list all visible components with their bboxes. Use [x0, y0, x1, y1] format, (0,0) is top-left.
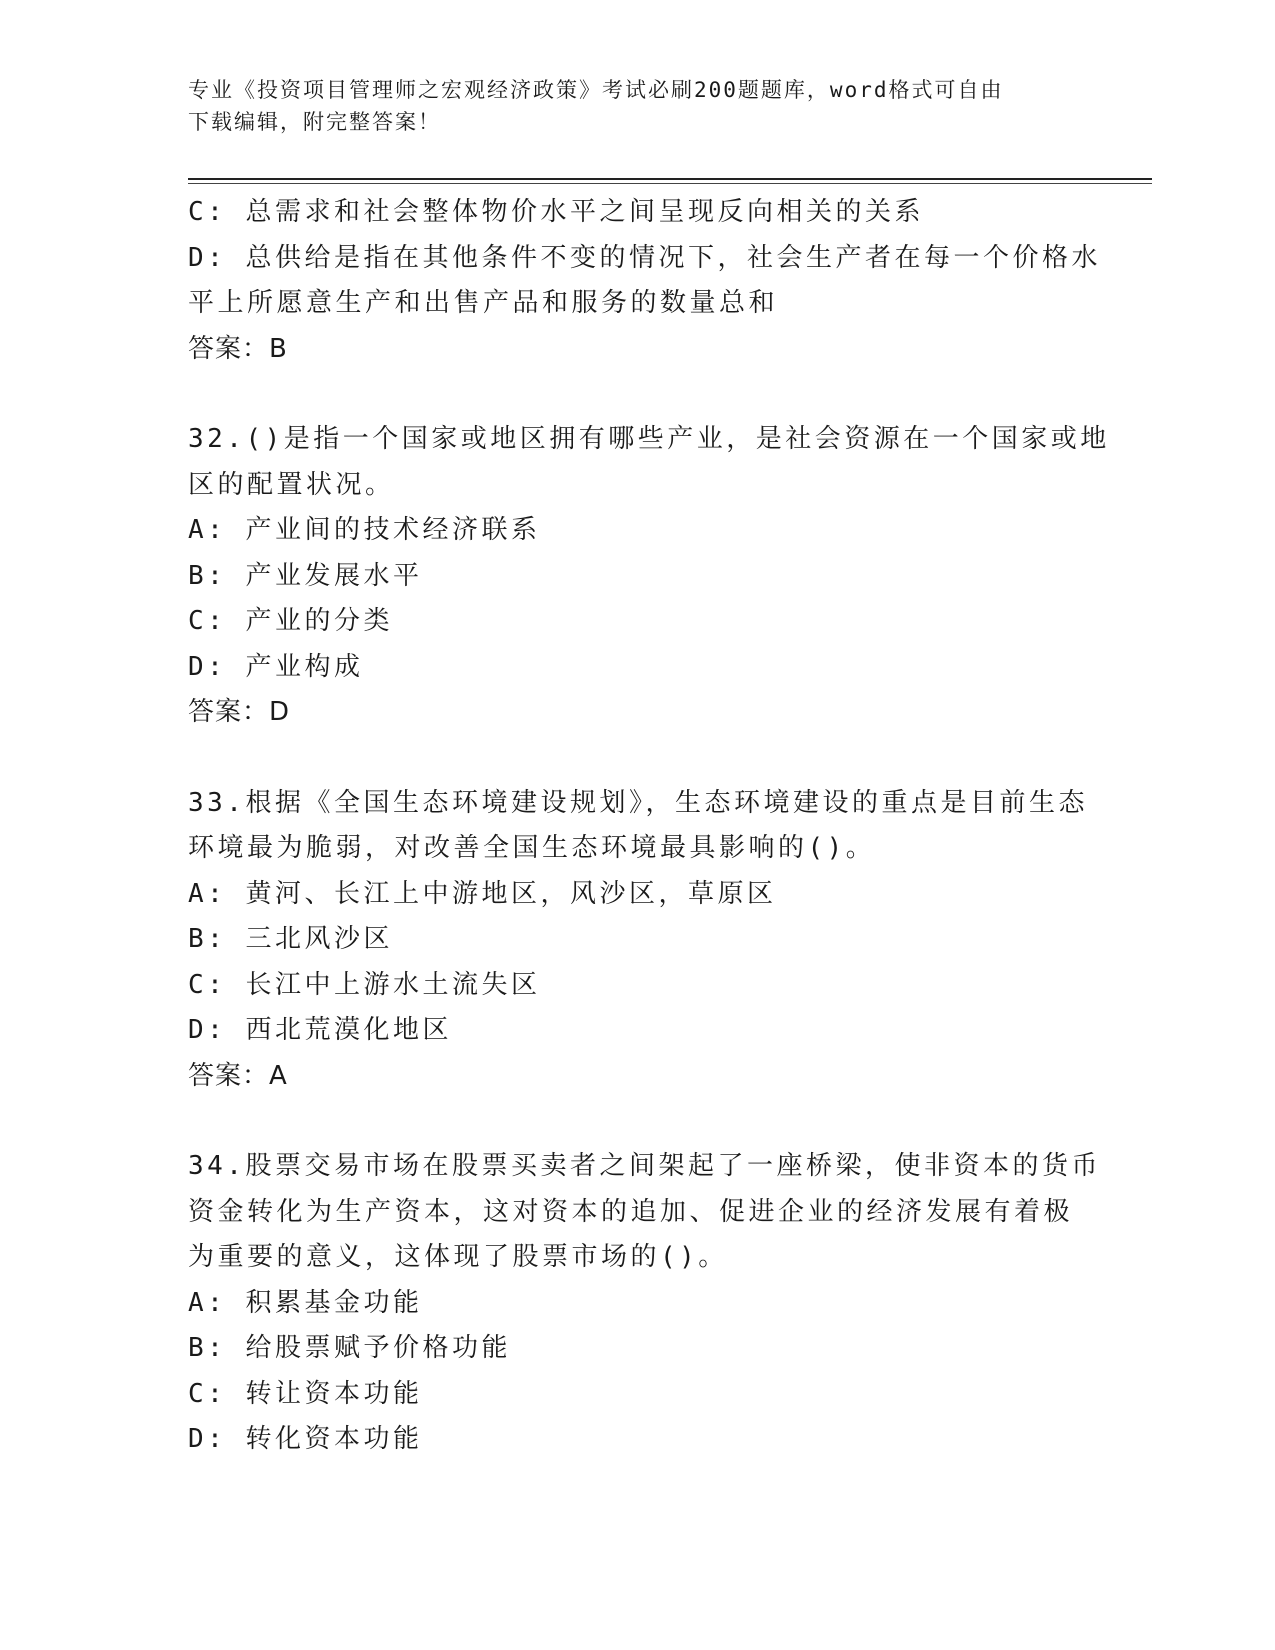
question-stem: 32.()是指一个国家或地区拥有哪些产业，是社会资源在一个国家或地 — [188, 424, 1110, 454]
question-32 — [188, 417, 1110, 736]
spacer — [188, 736, 1088, 781]
option-d: D: 转化资本功能 — [188, 1424, 423, 1454]
option-a: A: 黄河、长江上中游地区，风沙区，草原区 — [188, 878, 777, 909]
option-d: D: 总供给是指在其他条件不变的情况下，社会生产者在每一个价格水 — [188, 242, 1101, 273]
question-stem-continued: 区的配置状况。 — [188, 469, 395, 500]
option-d-continued: 平上所愿意生产和出售产品和服务的数量总和 — [188, 288, 779, 318]
spacer — [188, 372, 1088, 417]
option-c: C: 长江中上游水土流失区 — [188, 969, 541, 1000]
spacer — [188, 1099, 1088, 1144]
header-line-2: 下载编辑，附完整答案！ — [188, 110, 441, 134]
option-d: D: 产业构成 — [188, 651, 364, 682]
option-a: A: 积累基金功能 — [188, 1287, 423, 1318]
question-stem-continued: 资金转化为生产资本，这对资本的追加、促进企业的经济发展有着极 — [188, 1196, 1074, 1227]
document-header — [188, 74, 1068, 138]
option-b: B: 三北风沙区 — [188, 924, 393, 954]
option-c: C: 总需求和社会整体物价水平之间呈现反向相关的关系 — [188, 197, 924, 227]
option-d: D: 西北荒漠化地区 — [188, 1015, 452, 1045]
option-b: B: 给股票赋予价格功能 — [188, 1333, 511, 1363]
answer: 答案：A — [188, 1060, 288, 1091]
option-c: C: 产业的分类 — [188, 606, 393, 636]
question-31-tail — [188, 190, 1101, 372]
question-stem: 34.股票交易市场在股票买卖者之间架起了一座桥梁，使非资本的货币 — [188, 1151, 1101, 1181]
question-stem-continued: 为重要的意义，这体现了股票市场的()。 — [188, 1242, 728, 1272]
answer: 答案：D — [188, 697, 291, 727]
question-stem: 33.根据《全国生态环境建设规划》，生态环境建设的重点是目前生态 — [188, 787, 1088, 818]
answer: 答案：B — [188, 333, 288, 364]
header-line-1: 专业《投资项目管理师之宏观经济政策》考试必刷200题题库，word格式可自由 — [188, 78, 1004, 102]
question-stem-continued: 环境最为脆弱，对改善全国生态环境最具影响的()。 — [188, 833, 876, 863]
question-33 — [188, 781, 1088, 1100]
option-c: C: 转让资本功能 — [188, 1378, 423, 1409]
option-a: A: 产业间的技术经济联系 — [188, 515, 541, 545]
header-divider-thick — [188, 178, 1152, 180]
header-divider-thin — [188, 183, 1152, 184]
question-34 — [188, 1144, 1101, 1463]
option-b: B: 产业发展水平 — [188, 560, 423, 591]
document-body — [188, 190, 1110, 1463]
